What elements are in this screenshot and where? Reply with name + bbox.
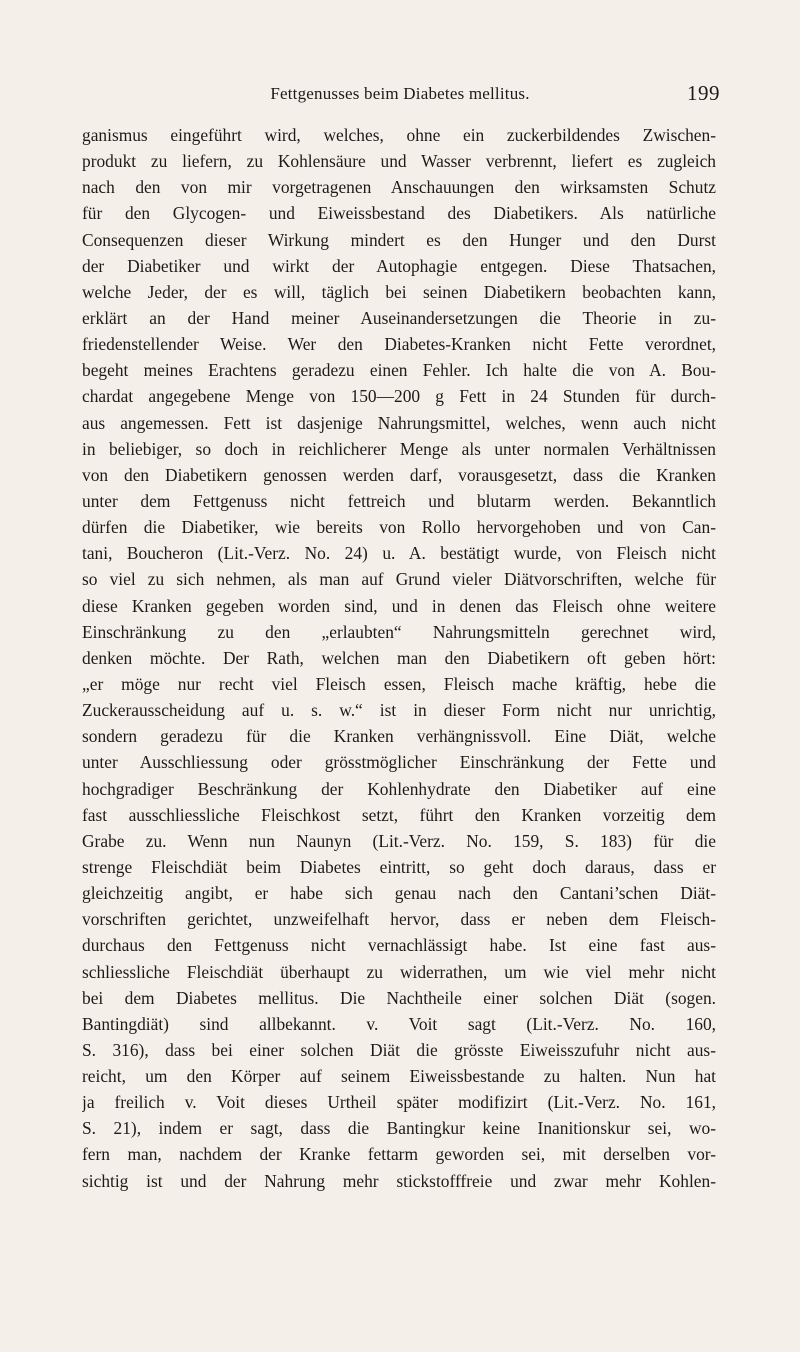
text-line: sichtig ist und der Nahrung mehr stickstofffreie und zwar mehr Kohlen- [82, 1170, 716, 1191]
text-line: Bantingdiät) sind allbekannt. v. Voit sagt (Lit.-Verz. No. 160, [82, 1013, 716, 1034]
text-line: nach den von mir vorgetragenen Anschauungen den wirksamsten Schutz [82, 177, 716, 198]
text-line: durchaus den Fettgenuss nicht vernachlässigt habe. Ist eine fast aus- [82, 935, 716, 956]
text-line: bei dem Diabetes mellitus. Die Nachtheile einer solchen Diät (sogen. [82, 987, 716, 1008]
text-line: ganismus eingeführt wird, welches, ohne ein zuckerbildendes Zwischen- [82, 125, 716, 145]
body-text [82, 122, 716, 1194]
text-line: diese Kranken gegeben worden sind, und in denen das Fleisch ohne weitere [82, 595, 716, 616]
text-line: friedenstellender Weise. Wer den Diabetes-Kranken nicht Fette verordnet, [82, 334, 716, 355]
text-line: Zuckerausscheidung auf u. s. w.“ ist in dieser Form nicht nur unrichtig, [82, 700, 716, 721]
text-line: aus angemessen. Fett ist dasjenige Nahrungsmittel, welches, wenn auch nicht [82, 412, 716, 433]
text-line: fern man, nachdem der Kranke fettarm geworden sei, mit derselben vor- [82, 1144, 716, 1165]
text-line: Grabe zu. Wenn nun Naunyn (Lit.-Verz. No. 159, S. 183) für die [82, 830, 716, 851]
text-line: Einschränkung zu den „erlaubten“ Nahrungsmitteln gerechnet wird, [82, 621, 716, 642]
text-line: „er möge nur recht viel Fleisch essen, Fleisch mache kräftig, hebe die [82, 673, 716, 694]
text-line: begeht meines Erachtens geradezu einen Fehler. Ich halte die von A. Bou- [82, 360, 716, 381]
text-line: produkt zu liefern, zu Kohlensäure und Wasser verbrennt, liefert es zugleich [82, 151, 716, 172]
text-line: unter dem Fettgenuss nicht fettreich und blutarm werden. Bekanntlich [82, 490, 716, 511]
text-line: welche Jeder, der es will, täglich bei seinen Diabetikern beobachten kann, [82, 281, 716, 302]
text-line: erklärt an der Hand meiner Auseinandersetzungen die Theorie in zu- [82, 307, 716, 328]
text-line: schliessliche Fleischdiät überhaupt zu widerrathen, um wie viel mehr nicht [82, 961, 716, 982]
text-line: für den Glycogen- und Eiweissbestand des Diabetikers. Als natürliche [82, 203, 716, 224]
text-line: gleichzeitig angibt, er habe sich genau nach den Cantani’schen Diät- [82, 883, 716, 904]
text-line: ja freilich v. Voit dieses Urtheil später modifizirt (Lit.-Verz. No. 161, [82, 1092, 716, 1113]
text-line: reicht, um den Körper auf seinem Eiweissbestande zu halten. Nun hat [82, 1066, 716, 1087]
text-line: der Diabetiker und wirkt der Autophagie entgegen. Diese Thatsachen, [82, 255, 716, 276]
text-line: S. 21), indem er sagt, dass die Bantingkur keine Inanitionskur sei, wo- [82, 1118, 716, 1139]
text-line: sondern geradezu für die Kranken verhängnissvoll. Eine Diät, welche [82, 726, 716, 747]
text-line: Consequenzen dieser Wirkung mindert es den Hunger und den Durst [82, 229, 716, 250]
page-number: 199 [687, 81, 720, 105]
text-line: dürfen die Diabetiker, wie bereits von Rollo hervorgehoben und von Can- [82, 517, 716, 538]
text-line: tani, Boucheron (Lit.-Verz. No. 24) u. A. bestätigt wurde, von Fleisch nicht [82, 543, 716, 564]
text-line: von den Diabetikern genossen werden darf, vorausgesetzt, dass die Kranken [82, 464, 716, 485]
text-line: hochgradiger Beschränkung der Kohlenhydrate den Diabetiker auf eine [82, 778, 716, 799]
text-line: strenge Fleischdiät beim Diabetes eintritt, so geht doch daraus, dass er [82, 856, 716, 877]
text-line: vorschriften gerichtet, unzweifelhaft hervor, dass er neben dem Fleisch- [82, 909, 716, 930]
text-line: so viel zu sich nehmen, als man auf Grund vieler Diätvorschriften, welche für [82, 569, 716, 590]
text-line: chardat angegebene Menge von 150—200 g Fett in 24 Stunden für durch- [82, 386, 716, 407]
text-line: S. 316), dass bei einer solchen Diät die grösste Eiweisszufuhr nicht aus- [82, 1039, 716, 1060]
running-head [80, 81, 720, 112]
text-line: fast ausschliessliche Fleischkost setzt, führt den Kranken vorzeitig dem [82, 804, 716, 825]
text-line: denken möchte. Der Rath, welchen man den Diabetikern oft geben hört: [82, 647, 716, 668]
running-title: Fettgenusses beim Diabetes mellitus. [270, 84, 530, 103]
text-line: unter Ausschliessung oder grösstmöglicher Einschränkung der Fette und [82, 752, 716, 773]
text-line: in beliebiger, so doch in reichlicherer Menge als unter normalen Verhältnissen [82, 438, 716, 459]
